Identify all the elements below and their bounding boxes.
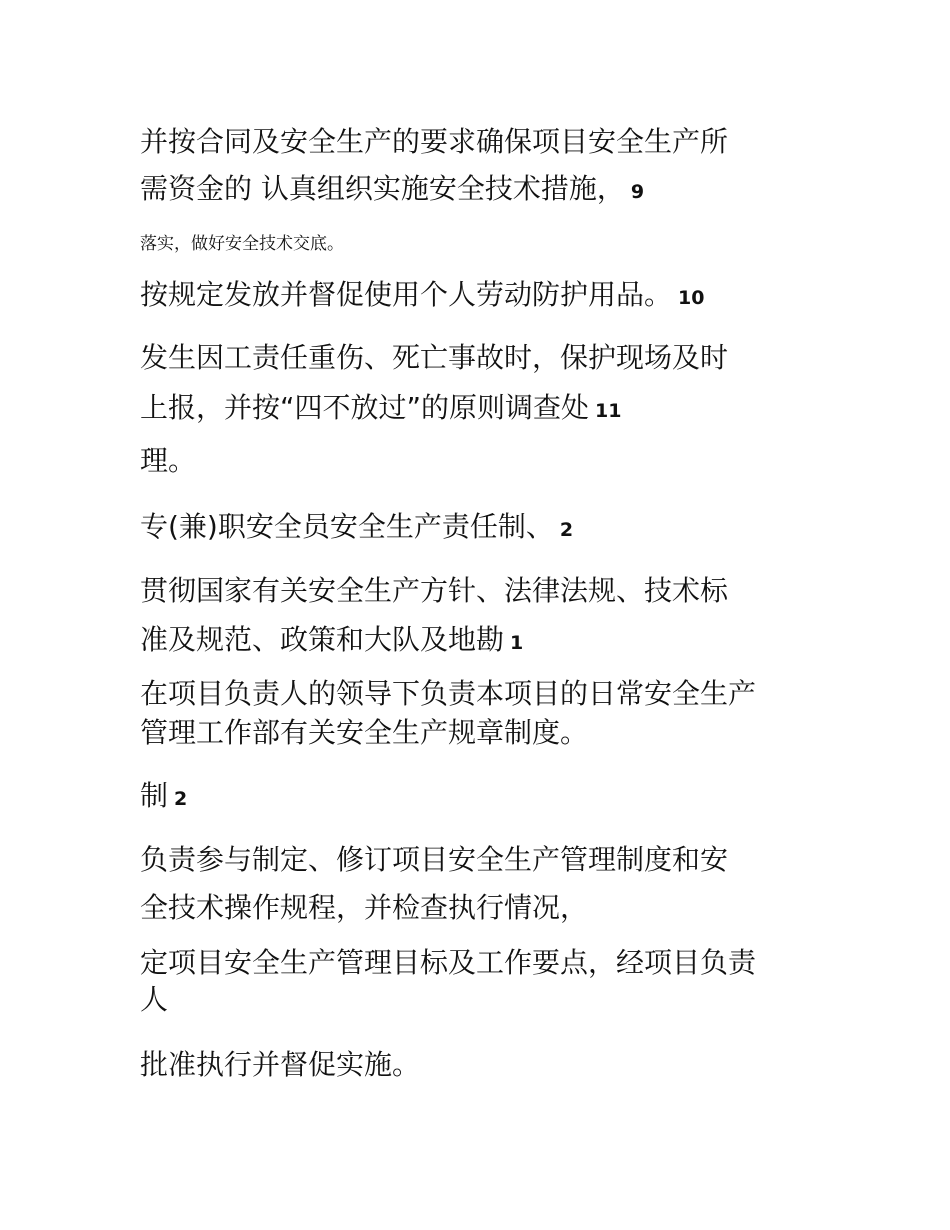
- text-line: [140, 1048, 820, 1082]
- line-text: 需资金的 认真组织实施安全技术措施，: [140, 172, 625, 205]
- line-number: 9: [630, 181, 645, 203]
- line-text: 准及规范、政策和大队及地勘: [140, 623, 505, 656]
- text-line: [140, 391, 820, 428]
- line-text: 上报，并按“四不放过”的原则调查处: [140, 391, 590, 424]
- text-line: [140, 278, 820, 315]
- line-text: 并按合同及安全生产的要求确保项目安全生产所: [140, 125, 729, 158]
- text-line: [140, 341, 820, 375]
- line-text: 专(兼)职安全员安全生产责任制、: [140, 510, 554, 543]
- line-text: 定项目安全生产管理目标及工作要点，经项目负责: [140, 946, 757, 979]
- text-line: [140, 891, 820, 925]
- line-number: 2: [559, 519, 574, 541]
- text-line: [140, 233, 820, 255]
- line-text: 负责参与制定、修订项目安全生产管理制度和安: [140, 843, 729, 876]
- text-line: [140, 623, 820, 660]
- line-number: 2: [174, 788, 188, 810]
- line-text: 管理工作部有关安全生产规章制度。: [140, 716, 589, 749]
- text-line: [140, 983, 820, 1017]
- line-text: 发生因工责任重伤、死亡事故时，保护现场及时: [140, 341, 729, 374]
- text-line: [140, 843, 820, 877]
- text-line: [140, 125, 820, 159]
- line-text: 按规定发放并督促使用个人劳动防护用品。: [140, 278, 673, 311]
- line-number: 10: [678, 287, 705, 309]
- line-number: 11: [595, 400, 622, 422]
- text-line: [140, 172, 820, 209]
- text-line: [140, 946, 820, 980]
- text-line: [140, 444, 820, 478]
- text-line: [140, 677, 820, 711]
- line-number: 1: [510, 632, 524, 654]
- text-line: [140, 716, 820, 750]
- line-text: 人: [140, 983, 169, 1016]
- line-text: 理。: [140, 444, 197, 477]
- text-line: [140, 510, 820, 547]
- line-text: 制: [140, 779, 169, 812]
- line-text: 全技术操作规程，并检查执行情况，: [140, 891, 589, 924]
- text-line: [140, 574, 820, 608]
- line-text: 在项目负责人的领导下负责本项目的日常安全生产: [140, 677, 757, 710]
- line-text: 贯彻国家有关安全生产方针、法律法规、技术标: [140, 574, 729, 607]
- line-text: 批准执行并督促实施。: [140, 1048, 421, 1081]
- text-line: [140, 779, 820, 816]
- line-text: 落实，做好安全技术交底。: [140, 234, 344, 254]
